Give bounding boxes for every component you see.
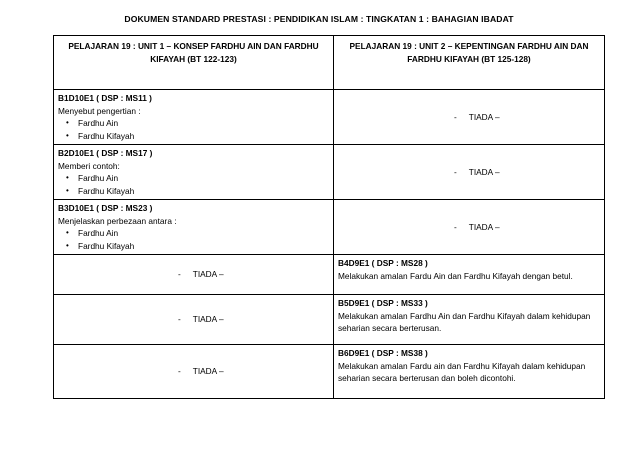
tiada-cell — [54, 295, 334, 345]
table-row — [54, 345, 605, 399]
list-item — [66, 227, 329, 240]
list-item-label: Fardhu Ain — [78, 118, 119, 128]
list-item-label: Fardhu Kifayah — [78, 185, 135, 196]
standard-code: B6D9E1 ( DSP : MS38 ) — [338, 348, 428, 358]
header-unit-1 — [54, 36, 334, 90]
tiada-label: TIADA – — [192, 269, 224, 280]
header-unit-2-line2: FARDHU KIFAYAH (BT 125-128) — [407, 53, 531, 64]
dash-mark: - — [178, 269, 181, 280]
tiada-cell — [334, 145, 605, 200]
document-title: DOKUMEN STANDARD PRESTASI : PENDIDIKAN ISLAM : TINGKATAN 1 : BAHAGIAN IBADAT — [124, 14, 514, 24]
dash-mark: - — [454, 166, 457, 177]
header-unit-2 — [334, 36, 605, 90]
table-row — [54, 200, 605, 255]
table-header-row — [54, 36, 605, 90]
standard-desc: Melakukan amalan Fardhu Ain dan Fardhu Kifayah dalam kehidupan seharian secara berterusan. — [338, 310, 591, 333]
standard-code: B2D10E1 ( DSP : MS17 ) — [58, 148, 153, 158]
standard-code: B5D9E1 ( DSP : MS33 ) — [338, 298, 428, 308]
standard-cell — [334, 255, 605, 295]
standard-cell — [334, 345, 605, 399]
tiada-label: TIADA – — [192, 314, 224, 325]
standard-code: B4D9E1 ( DSP : MS28 ) — [338, 258, 428, 268]
tiada-label: TIADA – — [468, 221, 500, 232]
tiada-label: TIADA – — [468, 111, 500, 122]
bullet-list — [58, 117, 329, 142]
standard-desc: Melakukan amalan Fardu Ain dan Fardhu Kifayah dengan betul. — [338, 270, 573, 281]
standard-cell — [54, 145, 334, 200]
header-unit-1-line1: PELAJARAN 19 : UNIT 1 – KONSEP FARDHU AIN DAN FARDHU — [68, 41, 319, 51]
table-row — [54, 255, 605, 295]
standard-cell — [54, 90, 334, 145]
standard-desc: Melakukan amalan Fardu ain dan Fardhu Kifayah dalam kehidupan seharian secara berterusan dan boleh dicontohi. — [338, 360, 586, 383]
dash-mark: - — [178, 314, 181, 325]
standard-desc: Memberi contoh: — [58, 160, 120, 171]
list-item — [66, 117, 329, 130]
list-item-label: Fardhu Kifayah — [78, 240, 135, 251]
tiada-label: TIADA – — [468, 166, 500, 177]
tiada-cell — [334, 90, 605, 145]
list-item-label: Fardhu Ain — [78, 173, 119, 183]
bullet-icon: • — [66, 228, 69, 237]
header-unit-2-line1: PELAJARAN 19 : UNIT 2 – KEPENTINGAN FARDHU AIN DAN — [349, 41, 589, 51]
list-item — [66, 172, 329, 185]
table-row — [54, 145, 605, 200]
list-item — [66, 240, 329, 253]
standard-cell — [334, 295, 605, 345]
dash-mark: - — [454, 221, 457, 232]
bullet-list — [58, 227, 329, 252]
bullet-icon: • — [66, 130, 69, 140]
table-row — [54, 295, 605, 345]
bullet-icon: • — [66, 118, 69, 127]
tiada-cell — [334, 200, 605, 255]
standard-desc: Menjelaskan perbezaan antara : — [58, 215, 177, 226]
tiada-cell — [54, 345, 334, 399]
list-item-label: Fardhu Kifayah — [78, 130, 135, 141]
list-item — [66, 185, 329, 198]
standard-code: B3D10E1 ( DSP : MS23 ) — [58, 203, 153, 213]
standard-desc: Menyebut pengertian : — [58, 105, 141, 116]
dash-mark: - — [178, 366, 181, 377]
table-row — [54, 90, 605, 145]
header-unit-1-line2: KIFAYAH (BT 122-123) — [150, 53, 237, 64]
bullet-icon: • — [66, 240, 69, 250]
bullet-icon: • — [66, 173, 69, 182]
dash-mark: - — [454, 111, 457, 122]
bullet-list — [58, 172, 329, 197]
list-item-label: Fardhu Ain — [78, 228, 119, 238]
tiada-cell — [54, 255, 334, 295]
tiada-label: TIADA – — [192, 366, 224, 377]
standard-cell — [54, 200, 334, 255]
bullet-icon: • — [66, 185, 69, 195]
standard-table — [53, 35, 605, 399]
standard-code: B1D10E1 ( DSP : MS11 ) — [58, 93, 152, 103]
list-item — [66, 130, 329, 143]
